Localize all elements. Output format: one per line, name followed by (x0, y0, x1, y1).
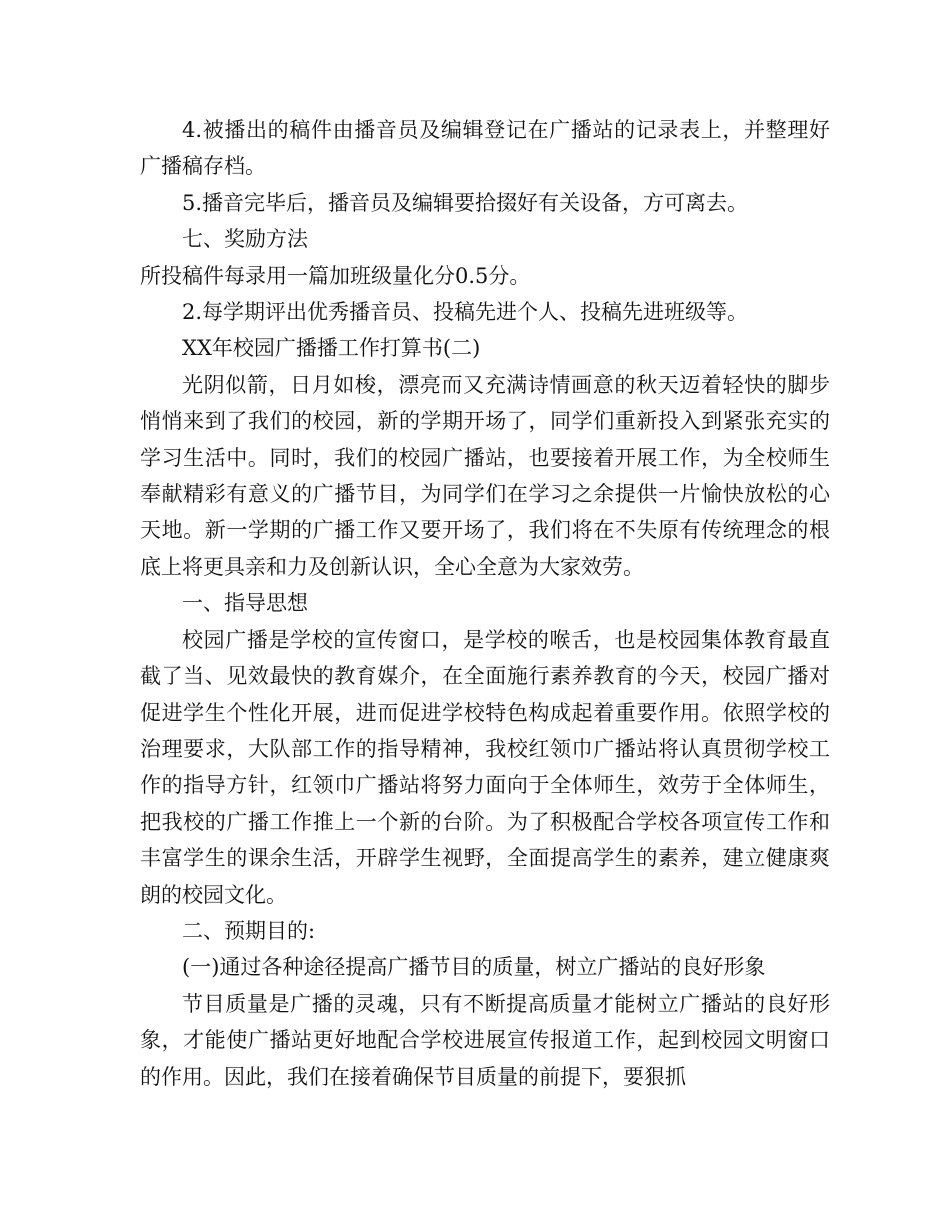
section-heading-guiding-ideas: 一、指导思想 (182, 591, 308, 616)
paragraph-quality: 节目质量是广播的灵魂，只有不断提高质量才能树立广播站的良好形象，才能使广播站更好地配合学校进展宣传报道工作，起到校园文明窗口的作用。因此，我们在接着确保节目质量的前提下，要狠抓 (140, 991, 830, 1089)
paragraph-item-5: 5.播音完毕后，播音员及编辑要拾掇好有关设备，方可离去。 (182, 190, 749, 215)
paragraph-intro: 光阴似箭，日月如梭，漂亮而又充满诗情画意的秋天迈着轻快的脚步悄悄来到了我们的校园，新的学期开场了，同学们重新投入到紧张充实的学习生活中。同时，我们的校园广播站，也要接着开展工作，为全校师生奉献精彩有意义的广播节目，为同学们在学习之余提供一片愉快放松的心天地。新一学期的广播工作又要开场了，我们将在不失原有传统理念的根底上将更具亲和力及创新认识，全心全意为大家效劳。 (140, 372, 830, 579)
document-subtitle: XX年校园广播播工作打算书(二) (182, 336, 481, 361)
section-heading-rewards: 七、奖励方法 (182, 227, 308, 252)
paragraph-reward-awards: 2.每学期评出优秀播音员、投稿先进个人、投稿先进班级等。 (182, 300, 749, 325)
paragraph-reward-score: 所投稿件每录用一篇加班级量化分0.5分。 (140, 263, 531, 288)
section-heading-goals: 二、预期目的: (182, 918, 316, 943)
subsection-heading-quality: (一)通过各种途径提高广播节目的质量，树立广播站的良好形象 (182, 955, 766, 980)
paragraph-guiding-ideas: 校园广播是学校的宣传窗口，是学校的喉舌，也是校园集体教育最直截了当、见效最快的教育媒介，在全面施行素养教育的今天，校园广播对促进学生个性化开展，进而促进学校特色构成起着重要作用。依照学校的治理要求，大队部工作的指导精神，我校红领巾广播站将认真贯彻学校工作的指导方针，红领巾广播站将努力面向于全体师生，效劳于全体师生，把我校的广播工作推上一个新的台阶。为了积极配合学校各项宣传工作和丰富学生的课余生活，开辟学生视野，全面提高学生的素养，建立健康爽朗的校园文化。 (140, 627, 830, 907)
document-body (140, 112, 830, 1095)
paragraph-item-4: 4.被播出的稿件由播音员及编辑登记在广播站的记录表上，并整理好广播稿存档。 (140, 118, 830, 179)
